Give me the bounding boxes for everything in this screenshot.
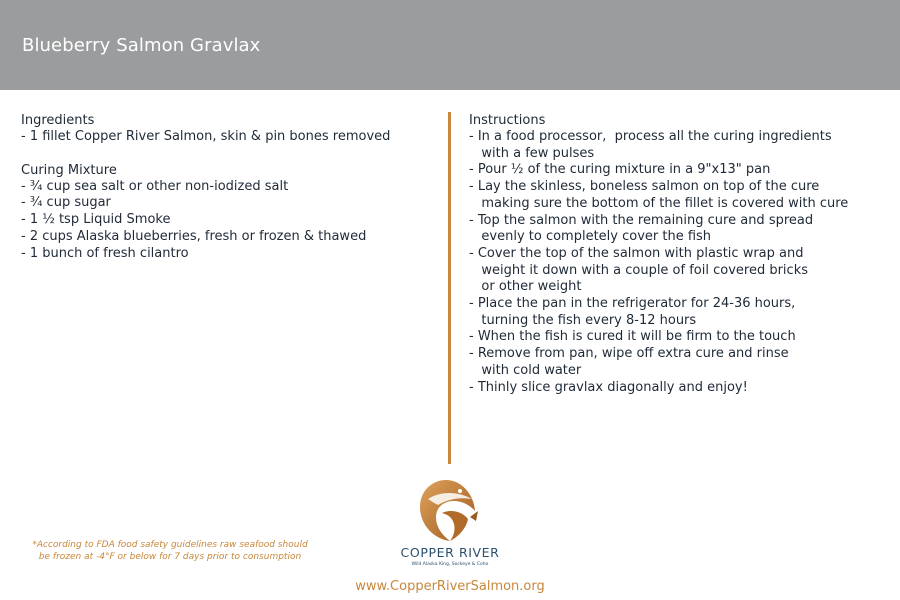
salmon-logo-icon: [412, 477, 482, 545]
curing-item: - 1 bunch of fresh cilantro: [21, 245, 189, 261]
website-link[interactable]: www.CopperRiverSalmon.org: [355, 579, 545, 594]
curing-item: - 2 cups Alaska blueberries, fresh or frozen & thawed: [21, 228, 367, 244]
curing-heading: Curing Mixture: [21, 162, 117, 178]
instruction-line: - In a food processor, process all the curing ingredients: [469, 129, 832, 144]
instruction-line: with cold water: [469, 362, 582, 378]
instruction-line: - Top the salmon with the remaining cure and spread: [469, 212, 814, 228]
instruction-line: - Cover the top of the salmon with plastic wrap and: [469, 245, 804, 261]
instruction-line: - Pour ½ of the curing mixture in a 9"x13" pan: [469, 162, 771, 178]
curing-item: - 1 ½ tsp Liquid Smoke: [21, 212, 171, 228]
instruction-line: evenly to completely cover the fish: [469, 229, 712, 245]
ingredient-item: - 1 fillet Copper River Salmon, skin & pin bones removed: [21, 129, 391, 144]
instruction-line: weight it down with a couple of foil covered bricks: [469, 262, 808, 278]
food-safety-disclaimer: [20, 539, 320, 563]
header-bar: [0, 0, 900, 90]
instruction-line: making sure the bottom of the fillet is covered with cure: [469, 195, 849, 211]
instruction-line: - Remove from pan, wipe off extra cure and rinse: [469, 346, 789, 362]
instructions-heading: Instructions: [469, 113, 546, 128]
recipe-title: Blueberry Salmon Gravlax: [22, 35, 261, 56]
brand-name: COPPER RIVER: [400, 545, 500, 560]
section-spacer: [21, 146, 431, 162]
instruction-line: or other weight: [469, 279, 582, 295]
instruction-line: - When the fish is cured it will be firm to the touch: [469, 329, 796, 345]
brand-tagline: Wild Alaska King, Sockeye & Coho: [411, 562, 489, 567]
instruction-line: turning the fish every 8-12 hours: [469, 312, 697, 328]
ingredients-heading: Ingredients: [21, 113, 95, 128]
instruction-line: - Lay the skinless, boneless salmon on top of the cure: [469, 179, 820, 195]
instruction-line: - Place the pan in the refrigerator for 24-36 hours,: [469, 296, 796, 312]
instruction-line: with a few pulses: [469, 145, 595, 161]
curing-item: - ¾ cup sea salt or other non-iodized salt: [21, 178, 289, 194]
curing-item: - ¾ cup sugar: [21, 195, 111, 211]
instructions-column: [469, 112, 889, 396]
instruction-line: - Thinly slice gravlax diagonally and enjoy!: [469, 379, 748, 395]
column-divider: [448, 112, 451, 464]
disclaimer-line: *According to FDA food safety guidelines raw seafood should: [32, 540, 308, 550]
disclaimer-line: be frozen at -4°F or below for 7 days prior to consumption: [38, 552, 302, 562]
ingredients-column: [21, 112, 431, 262]
